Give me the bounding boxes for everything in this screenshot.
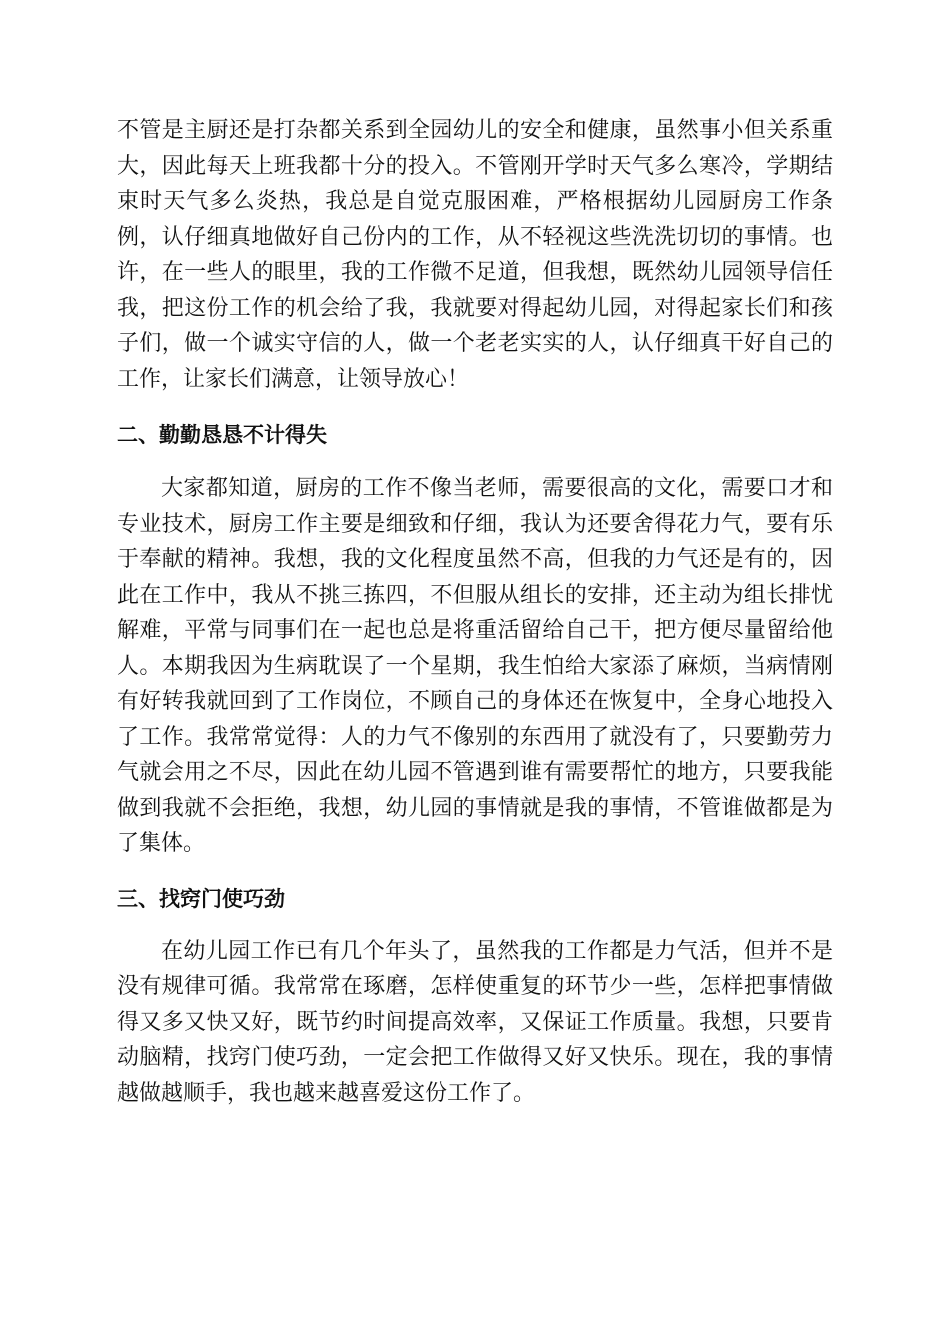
section-heading-2: 二、勤勤恳恳不计得失 xyxy=(117,423,327,447)
paragraph-section-3: 在幼儿园工作已有几个年头了，虽然我的工作都是力气活，但并不是没有规律可循。我常常在琢磨，怎样使重复的环节少一些，怎样把事情做得又多又快又好，既节约时间提高效率，又保证工作质量。我想，只要肯动脑精，找窍门使巧劲，一定会把工作做得又好又快乐。现在，我的事情越做越顺手，我也越来越喜爱这份工作了。 xyxy=(117,938,833,1106)
paragraph-continued: 不管是主厨还是打杂都关系到全园幼儿的安全和健康，虽然事小但关系重大，因此每天上班我都十分的投入。不管刚开学时天气多么寒冷，学期结束时天气多么炎热，我总是自觉克服困难，严格根据幼儿园厨房工作条例，认仔细真地做好自己份内的工作，从不轻视这些洗洗切切的事情。也许，在一些人的眼里，我的工作微不足道，但我想，既然幼儿园领导信任我，把这份工作的机会给了我，我就要对得起幼儿园，对得起家长们和孩子们，做一个诚实守信的人，做一个老老实实的人，认仔细真干好自己的工作，让家长们满意，让领导放心！ xyxy=(117,118,833,392)
paragraph-section-2: 大家都知道，厨房的工作不像当老师，需要很高的文化，需要口才和专业技术，厨房工作主要是细致和仔细，我认为还要舍得花力气，要有乐于奉献的精神。我想，我的文化程度虽然不高，但我的力气还是有的，因此在工作中，我从不挑三拣四，不但服从组长的安排，还主动为组长排忧解难，平常与同事们在一起也总是将重活留给自己干，把方便尽量留给他人。本期我因为生病耽误了一个星期，我生怕给大家添了麻烦，当病情刚有好转我就回到了工作岗位，不顾自己的身体还在恢复中，全身心地投入了工作。我常常觉得：人的力气不像别的东西用了就没有了，只要勤劳力气就会用之不尽，因此在幼儿园不管遇到谁有需要帮忙的地方，只要我能做到我就不会拒绝，我想，幼儿园的事情就是我的事情，不管谁做都是为了集体。 xyxy=(117,476,833,856)
document-body xyxy=(117,113,833,1111)
section-heading-3: 三、找窍门使巧劲 xyxy=(117,886,285,911)
